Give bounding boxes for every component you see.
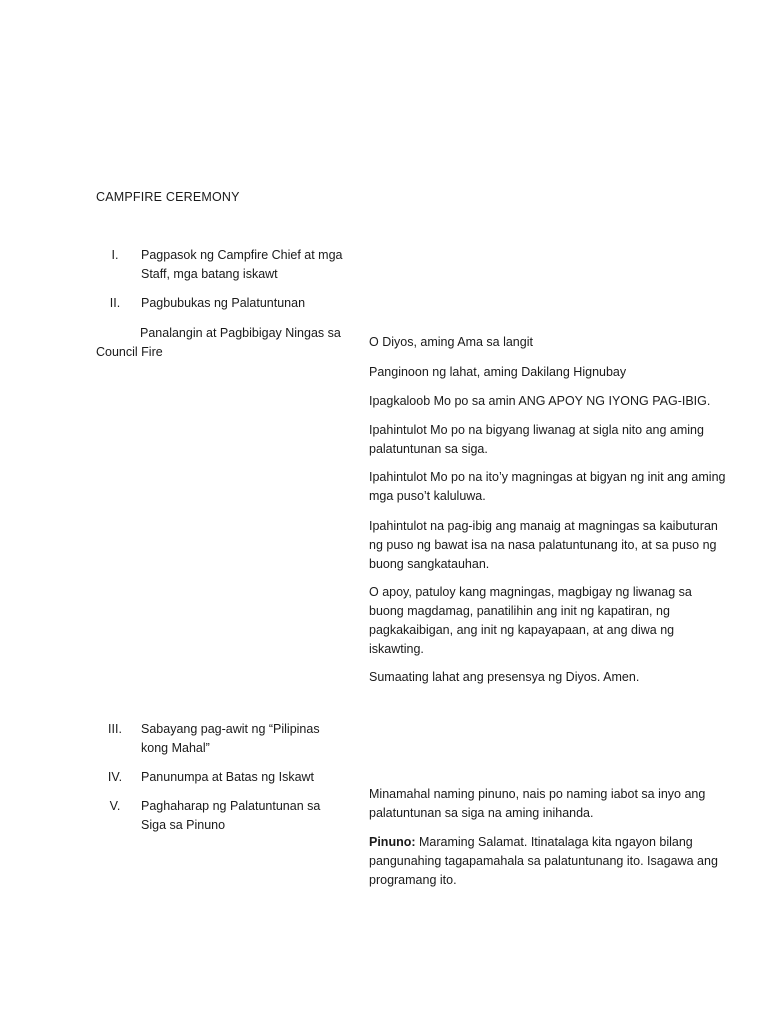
prayer-line-8: Sumaating lahat ang presensya ng Diyos. Amen. [369,670,640,684]
outline-number: II. [109,296,121,310]
prayer-subheading: Panalangin at Pagbibigay Ningas sa Council Fire [96,326,341,359]
outline-text: Pagbubukas ng Palatuntunan [141,296,306,310]
prayer-line-3: Ipagkaloob Mo po sa amin ANG APOY NG IYONG PAG-IBIG. [369,394,711,408]
outline-text: Pagpasok ng Campfire Chief at mga Staff, mga batang iskawt [141,248,343,281]
prayer-line-4: Ipahintulot Mo po na bigyang liwanag at sigla nito ang aming palatuntunan sa siga. [369,423,704,456]
outline-number: IV. [107,770,123,784]
outline-number: V. [109,799,121,813]
document-title: CAMPFIRE CEREMONY [96,190,240,204]
outline-text: Panunumpa at Batas ng Iskawt [141,770,315,784]
presentation-reply [369,833,729,890]
presentation-request: Minamahal naming pinuno, nais po naming iabot sa inyo ang palatuntunan sa siga na aming inihanda. [369,787,706,820]
prayer-line-5: Ipahintulot Mo po na ito’y magningas at bigyan ng init ang aming mga puso’t kaluluwa. [369,470,726,503]
prayer-line-2: Panginoon ng lahat, aming Dakilang Hignubay [369,365,627,379]
prayer-line-1: O Diyos, aming Ama sa langit [369,335,533,349]
outline-number: III. [108,722,122,736]
outline-number: I. [111,248,119,262]
prayer-line-6: Ipahintulot na pag-ibig ang manaig at magningas sa kaibuturan ng puso ng bawat isa na nasa palatuntunang ito, at sa puso ng buong sangkatauhan. [369,519,718,571]
prayer-line-7: O apoy, patuloy kang magningas, magbigay ng liwanag sa buong magdamag, panatilihin ang init ng kapatiran, ng pagkakaibigan, ang init ng kapayapaan, at ang diwa ng iskawting. [369,585,692,656]
outline-text: Paghaharap ng Palatuntunan sa Siga sa Pinuno [141,799,321,832]
reply-text: Maraming Salamat. Itinatalaga kita ngayon bilang pangunahing tagapamahala sa palatuntunang ito. Isagawa ang programang ito. [369,835,718,887]
outline-text: Sabayang pag-awit ng “Pilipinas kong Mahal” [141,722,320,755]
speaker-label: Pinuno: [369,835,416,849]
